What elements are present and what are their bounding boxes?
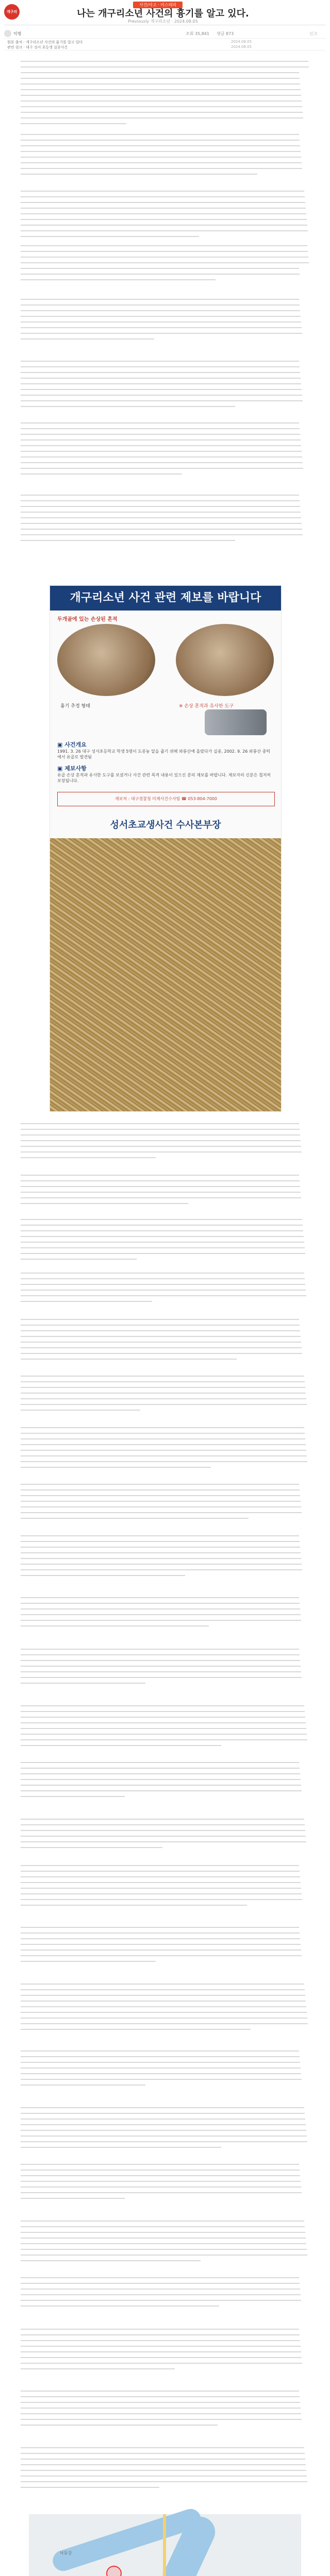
article-text-line bbox=[21, 517, 301, 518]
article-text-line bbox=[21, 1342, 301, 1343]
article-text-line bbox=[21, 2001, 306, 2002]
article-text-line bbox=[21, 1865, 299, 1866]
author-name[interactable]: 익명 bbox=[13, 31, 22, 36]
article-text-line bbox=[21, 2192, 302, 2193]
article-text-line bbox=[21, 1290, 306, 1291]
article-text-line bbox=[21, 1660, 300, 1661]
article-text-line bbox=[21, 1247, 305, 1248]
article-text-line bbox=[21, 1186, 300, 1187]
article-text-line bbox=[21, 1146, 301, 1147]
article-text-line bbox=[21, 1253, 305, 1254]
article-text-line bbox=[21, 1376, 304, 1377]
article-text-line bbox=[21, 1705, 304, 1706]
article-text-line bbox=[21, 2357, 302, 2358]
article-text-line bbox=[21, 1773, 300, 1774]
article-text-line bbox=[21, 1552, 301, 1553]
article-text-line bbox=[21, 378, 301, 379]
article-text-line bbox=[21, 1955, 302, 1956]
site-logo[interactable]: 개구리 bbox=[4, 4, 20, 20]
article-text-line bbox=[21, 1242, 304, 1243]
skull-photo bbox=[176, 624, 274, 696]
article-text-line bbox=[21, 1824, 305, 1825]
article-text-line bbox=[21, 512, 301, 513]
article-text-line bbox=[21, 1518, 249, 1519]
article-text-line bbox=[21, 2453, 305, 2454]
article-text-line bbox=[21, 1569, 302, 1570]
article-text-line bbox=[21, 1203, 188, 1204]
article-text-line bbox=[21, 333, 302, 334]
article-text-line bbox=[21, 400, 303, 401]
article-text-line bbox=[21, 2006, 306, 2007]
article-text-line bbox=[21, 2334, 300, 2335]
article-text-line bbox=[21, 1347, 302, 1348]
article-text-line bbox=[21, 1404, 307, 1405]
article-text-line bbox=[21, 1717, 305, 1718]
article-text-line bbox=[21, 1677, 302, 1678]
article-text-line bbox=[21, 1796, 125, 1797]
article-text-line bbox=[21, 1841, 306, 1842]
article-text-line bbox=[21, 230, 308, 231]
article-text-line bbox=[21, 2283, 300, 2284]
article-text-line bbox=[21, 2425, 218, 2426]
article-text-line bbox=[21, 268, 299, 269]
article-text-line bbox=[21, 2221, 304, 2222]
article-text-line bbox=[21, 2113, 305, 2114]
article-text-line bbox=[21, 1888, 301, 1889]
source-date: 2024.08.05 bbox=[231, 40, 252, 44]
article-text-line bbox=[21, 2023, 308, 2024]
article-text-line bbox=[21, 2073, 301, 2074]
article-text-line bbox=[21, 191, 304, 192]
article-text-line bbox=[21, 236, 199, 237]
section-body: 유골 손상 흔적과 유사한 도구를 보셨거나 사건 관련 목격 내용이 있으신 분의 제보를 바랍니다. 제보자의 신분은 철저히 보장됩니다. bbox=[57, 773, 271, 783]
poster-note: ※ 손상 흔적과 유사한 도구 bbox=[179, 704, 234, 709]
article-text-line bbox=[21, 2413, 301, 2414]
poster-subtitle: 두개골에 있는 손상된 흔적 bbox=[57, 617, 118, 622]
article-text-line bbox=[21, 1876, 300, 1877]
article-text-line bbox=[21, 534, 303, 535]
article-text-line bbox=[21, 2147, 221, 2148]
article-text-line bbox=[21, 95, 301, 96]
article-text-line bbox=[21, 2243, 306, 2244]
article-text-line bbox=[21, 462, 303, 463]
article-text-line bbox=[21, 2329, 299, 2330]
article-text-line bbox=[21, 2408, 301, 2409]
article-text-line bbox=[21, 1893, 302, 1894]
article-text-line bbox=[21, 1295, 306, 1296]
article-text-line bbox=[21, 1950, 301, 1951]
article-text-line bbox=[21, 1711, 305, 1712]
article-text-line bbox=[21, 1625, 209, 1626]
article-text-line bbox=[21, 2447, 304, 2448]
article-text-line bbox=[21, 2368, 175, 2369]
article-text-line bbox=[21, 2170, 300, 2171]
article-text-line bbox=[21, 208, 306, 209]
article-text-line bbox=[21, 1140, 301, 1141]
article-text-line bbox=[21, 2294, 301, 2295]
article-text-line bbox=[21, 468, 303, 469]
source-url[interactable]: 원본 출처 · 개구리소년 사건의 흉기를 알고 있다 bbox=[7, 40, 83, 44]
article-text-line bbox=[21, 2136, 307, 2137]
article-text-line bbox=[21, 1608, 300, 1609]
article-text-line bbox=[21, 2124, 306, 2125]
source-url[interactable]: 관련 링크 · 대구 성서 초등생 실종사건 bbox=[7, 45, 68, 49]
comment-count: 댓글 873 bbox=[217, 31, 234, 36]
article-text-line bbox=[21, 1944, 301, 1945]
article-text-line bbox=[21, 439, 301, 440]
article-text-line bbox=[21, 2396, 300, 2397]
article-text-line bbox=[21, 1387, 305, 1388]
article-text-line bbox=[21, 1603, 300, 1604]
article-text-line bbox=[21, 495, 299, 496]
article-text-line bbox=[21, 1961, 156, 1962]
article-text-line bbox=[21, 1882, 301, 1883]
article-text-line bbox=[21, 2255, 307, 2256]
article-text-line bbox=[21, 1564, 302, 1565]
article-text-line bbox=[21, 196, 305, 197]
article-text-line bbox=[21, 89, 301, 90]
tool-photo bbox=[205, 709, 267, 735]
article-text-line bbox=[21, 2238, 306, 2239]
article-text-line bbox=[21, 1620, 301, 1621]
article-text-line bbox=[21, 406, 235, 407]
article-text-line bbox=[21, 2476, 307, 2477]
article-text-line bbox=[21, 1938, 300, 1939]
poster-contact: 제보처 : 대구경찰청 미제사건수사팀 ☎ 053-804-7000 bbox=[57, 792, 275, 806]
article-text-line bbox=[21, 157, 301, 158]
article-text-line bbox=[21, 251, 308, 252]
article-text-line bbox=[21, 2187, 301, 2188]
article-text-line bbox=[21, 225, 307, 226]
article-text-line bbox=[21, 389, 302, 390]
article-text-line bbox=[21, 1180, 300, 1181]
article-text-line bbox=[21, 274, 300, 275]
article-text-line bbox=[21, 327, 302, 328]
article-text-line bbox=[21, 1230, 303, 1231]
article-text-line bbox=[21, 2181, 301, 2182]
article-text-line bbox=[21, 2289, 300, 2290]
article-text-line bbox=[21, 213, 306, 214]
article-text-line bbox=[21, 1779, 301, 1780]
article-text-line bbox=[21, 202, 305, 203]
report-link[interactable]: 신고 bbox=[309, 31, 318, 36]
article-text-line bbox=[21, 1273, 304, 1274]
article-text-line bbox=[21, 1995, 305, 1996]
article-text-line bbox=[21, 1398, 306, 1399]
article-text-line bbox=[21, 1284, 305, 1285]
section-body: 1991. 3. 26 대구 성서초등학교 학생 5명이 도롱뇽 알을 줍기 위해 와룡산에 올랐다가 실종, 2002. 9. 26 와룡산 중턱에서 유골로 발견됨 bbox=[57, 749, 271, 759]
article-text-line bbox=[21, 1654, 300, 1655]
article-text-line bbox=[21, 72, 299, 73]
article-text-line bbox=[21, 1450, 306, 1451]
article-text-line bbox=[21, 2351, 301, 2352]
article-text-line bbox=[21, 1734, 307, 1735]
bone-closeup-image bbox=[50, 838, 281, 1111]
article-text-line bbox=[21, 2300, 301, 2301]
article-text-line bbox=[21, 2164, 299, 2165]
article-text-line bbox=[21, 2062, 300, 2063]
article-text-line bbox=[21, 1614, 301, 1615]
article-text-line bbox=[21, 1134, 300, 1136]
article-text-line bbox=[21, 1259, 137, 1260]
article-text-line bbox=[21, 2470, 306, 2471]
article-text-line bbox=[21, 1745, 221, 1746]
article-text-line bbox=[21, 262, 309, 263]
article-text-line bbox=[21, 1768, 300, 1769]
article-text-line bbox=[21, 2056, 300, 2057]
article-text-line bbox=[21, 1225, 303, 1226]
article-text-line bbox=[21, 1325, 300, 1326]
article-text-line bbox=[21, 2226, 305, 2227]
section-heading: ▣ 사건개요 bbox=[57, 741, 87, 748]
article-text-line bbox=[21, 1319, 299, 1320]
article-text-line bbox=[21, 523, 302, 524]
article-text-line bbox=[21, 1899, 302, 1900]
avatar bbox=[4, 30, 11, 37]
article-text-line bbox=[21, 2141, 307, 2142]
map-image bbox=[29, 2514, 301, 2576]
article-text-line bbox=[21, 506, 300, 507]
article-text-line bbox=[21, 100, 302, 101]
article-text-line bbox=[21, 2260, 201, 2261]
post-meta: Previously 개구리소년 · 2024.08.05 bbox=[128, 19, 198, 24]
article-text-line bbox=[21, 422, 299, 423]
article-text-line bbox=[21, 1785, 301, 1786]
article-text-line bbox=[21, 1541, 300, 1542]
article-text-line bbox=[21, 66, 309, 67]
article-text-line bbox=[21, 2346, 301, 2347]
article-text-line bbox=[21, 1192, 301, 1193]
article-text-line bbox=[21, 2459, 305, 2460]
article-text-line bbox=[21, 1495, 300, 1496]
article-text-line bbox=[21, 428, 300, 429]
article-text-line bbox=[21, 338, 154, 340]
article-text-line bbox=[21, 1722, 306, 1723]
article-text-line bbox=[21, 1836, 306, 1837]
article-text-line bbox=[21, 106, 302, 107]
article-text-line bbox=[21, 78, 300, 79]
article-text-line bbox=[21, 1847, 162, 1848]
article-text-line bbox=[21, 1547, 300, 1548]
article-text-line bbox=[21, 1330, 300, 1331]
article-text-line bbox=[21, 2363, 302, 2364]
article-text-line bbox=[21, 2419, 302, 2420]
article-text-line bbox=[21, 383, 301, 384]
article-text-line bbox=[21, 1671, 301, 1672]
article-text-line bbox=[21, 310, 300, 311]
article-text-line bbox=[21, 1129, 300, 1130]
article-text-line bbox=[21, 500, 300, 501]
article-text-line bbox=[21, 434, 300, 435]
skull-photo bbox=[57, 624, 155, 696]
article-text-line bbox=[21, 366, 300, 367]
article-text-line bbox=[21, 1278, 305, 1279]
article-text-line bbox=[21, 1219, 302, 1220]
article-text-line bbox=[21, 279, 216, 280]
article-text-line bbox=[21, 1927, 299, 1928]
section-heading: ▣ 제보사항 bbox=[57, 765, 87, 772]
article-text-line bbox=[21, 151, 301, 152]
article-text-line bbox=[21, 1739, 307, 1740]
article-text-line bbox=[21, 2391, 299, 2392]
post-title: 나는 개구리소년 사건의 흉기를 알고 있다. bbox=[77, 8, 249, 19]
article-text-line bbox=[21, 1790, 302, 1791]
article-text-line bbox=[21, 123, 126, 124]
article-text-line bbox=[21, 1728, 306, 1729]
article-text-line bbox=[21, 2050, 299, 2052]
article-text-line bbox=[21, 1512, 302, 1513]
article-text-line bbox=[21, 2079, 302, 2080]
article-text-line bbox=[21, 168, 302, 169]
article-text-line bbox=[21, 1381, 305, 1382]
article-text-line bbox=[21, 1236, 304, 1237]
source-url-box bbox=[4, 38, 326, 50]
article-text-line bbox=[21, 140, 300, 141]
article-text-line bbox=[21, 1506, 301, 1507]
article-text-line bbox=[21, 1444, 306, 1445]
article-text-line bbox=[21, 1427, 304, 1428]
article-text-line bbox=[21, 1933, 300, 1934]
article-text-line bbox=[21, 1353, 302, 1354]
map-label: 낙동강 bbox=[60, 2551, 72, 2555]
article-text-line bbox=[21, 2012, 307, 2013]
article-text-line bbox=[21, 2018, 307, 2019]
article-text-line bbox=[21, 1649, 299, 1650]
article-text-line bbox=[21, 2232, 305, 2233]
article-text-line bbox=[21, 2481, 307, 2482]
article-text-line bbox=[21, 112, 303, 113]
article-text-line bbox=[21, 1484, 299, 1485]
article-text-line bbox=[21, 2464, 306, 2465]
article-text-line bbox=[21, 1535, 299, 1536]
article-text-line bbox=[21, 1433, 305, 1434]
article-text-line bbox=[21, 2130, 306, 2131]
article-text-line bbox=[21, 1489, 300, 1490]
article-text-line bbox=[21, 1597, 299, 1598]
article-text-line bbox=[21, 1683, 145, 1684]
article-text-line bbox=[21, 2402, 300, 2403]
article-text-line bbox=[21, 1157, 156, 1158]
article-text-line bbox=[21, 2487, 159, 2488]
article-text-line bbox=[21, 162, 302, 163]
article-text-line bbox=[21, 1455, 307, 1456]
article-text-line bbox=[21, 1989, 305, 1990]
article-text-line bbox=[21, 2198, 125, 2199]
article-text-line bbox=[21, 1871, 300, 1872]
article-text-line bbox=[21, 2340, 300, 2341]
article-text-line bbox=[21, 2306, 219, 2307]
wanted-poster-image bbox=[50, 585, 282, 1112]
poster-note: 흉기 추정 형태 bbox=[60, 704, 90, 709]
article-text-line bbox=[21, 1123, 299, 1124]
article-text-line bbox=[21, 1984, 304, 1985]
article-text-line bbox=[21, 2249, 307, 2250]
article-text-line bbox=[21, 1197, 301, 1198]
article-text-line bbox=[21, 2175, 300, 2176]
article-text-line bbox=[21, 2107, 304, 2108]
article-text-line bbox=[21, 1762, 299, 1763]
article-text-line bbox=[21, 1467, 211, 1468]
article-text-line bbox=[21, 2277, 299, 2278]
article-text-line bbox=[21, 1666, 301, 1667]
article-text-line bbox=[21, 145, 300, 146]
article-text-line bbox=[21, 1830, 305, 1831]
article-text-line bbox=[21, 1461, 307, 1462]
topic-badge[interactable]: 사건/사고 · 미스테리 bbox=[133, 2, 183, 8]
article-text-line bbox=[21, 1359, 237, 1360]
article-text-line bbox=[21, 540, 235, 541]
article-text-line bbox=[21, 1175, 299, 1176]
article-text-line bbox=[21, 473, 182, 474]
article-text-line bbox=[21, 1301, 152, 1302]
article-text-line bbox=[21, 456, 302, 457]
source-date: 2024.08.05 bbox=[231, 45, 252, 49]
article-text-line bbox=[21, 1410, 140, 1411]
article-text-line bbox=[21, 372, 300, 373]
article-text-line bbox=[21, 1558, 301, 1559]
article-text-line bbox=[21, 257, 308, 258]
view-count: 조회 35,841 bbox=[186, 31, 209, 36]
article-text-line bbox=[21, 2084, 145, 2086]
article-text-line bbox=[21, 1819, 304, 1820]
article-text-line bbox=[21, 361, 299, 362]
article-text-line bbox=[21, 2119, 305, 2120]
article-text-line bbox=[21, 1575, 185, 1576]
article-text-line bbox=[21, 83, 300, 84]
article-text-line bbox=[21, 174, 257, 175]
article-text-line bbox=[21, 61, 308, 62]
poster-footer: 성서초교생사건 수사본부장 bbox=[110, 820, 221, 831]
article-text-line bbox=[21, 245, 307, 246]
road bbox=[163, 2514, 166, 2576]
location-marker bbox=[106, 2566, 122, 2576]
article-text-line bbox=[21, 395, 302, 396]
poster-banner: 개구리소년 사건 관련 제보를 바랍니다 bbox=[50, 586, 281, 611]
article-text-line bbox=[21, 1151, 302, 1153]
article-text-line bbox=[21, 1438, 305, 1439]
article-text-line bbox=[21, 445, 301, 446]
article-text-line bbox=[21, 1336, 301, 1337]
article-text-line bbox=[21, 1393, 306, 1394]
article-text-line bbox=[21, 1905, 247, 1906]
article-text-line bbox=[21, 2029, 251, 2030]
article-text-line bbox=[21, 1501, 301, 1502]
article-text-line bbox=[21, 451, 302, 452]
article-text-line bbox=[21, 529, 302, 530]
article-text-line bbox=[21, 134, 299, 135]
article-text-line bbox=[21, 321, 301, 323]
article-text-line bbox=[21, 304, 300, 306]
article-text-line bbox=[21, 316, 301, 317]
article-text-line bbox=[21, 219, 307, 220]
article-text-line bbox=[21, 2067, 301, 2069]
article-text-line bbox=[21, 117, 303, 118]
article-text-line bbox=[21, 299, 299, 300]
